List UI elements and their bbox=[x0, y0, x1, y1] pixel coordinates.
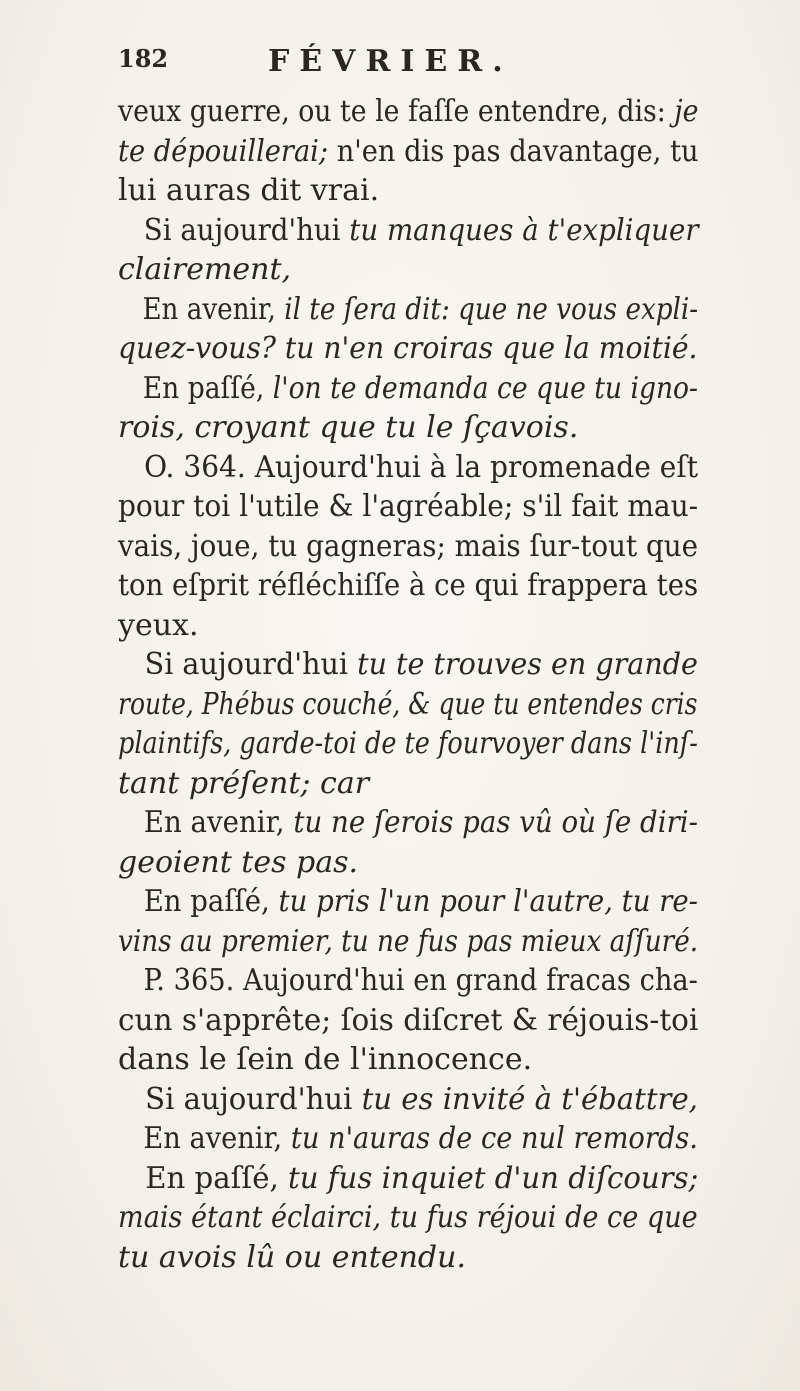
roman-text: lui auras dit vrai. bbox=[118, 173, 380, 208]
roman-text: dans le ſein de l'innocence. bbox=[118, 1042, 533, 1077]
text-line bbox=[118, 685, 698, 725]
roman-text: En paſſé, bbox=[145, 1160, 288, 1196]
roman-text: vais, joue, tu gagneras; mais ſur-tout que bbox=[118, 528, 699, 564]
text-line bbox=[118, 961, 698, 1001]
roman-text: En paſſé, bbox=[143, 884, 279, 919]
text-line bbox=[118, 92, 699, 132]
roman-text: yeux. bbox=[118, 607, 199, 643]
italic-text: tu avois lû ou entendu. bbox=[118, 1239, 466, 1275]
italic-text: tu manques à t'expliquer bbox=[349, 212, 699, 248]
text-line bbox=[118, 843, 698, 883]
italic-text: tu fus inquiet d'un diſcours; bbox=[287, 1160, 699, 1196]
italic-text: tu n'auras de ce nul remords. bbox=[290, 1121, 698, 1156]
roman-text: En avenir, bbox=[142, 291, 285, 327]
roman-text: O. 364. Aujourd'hui à la promenade eſt bbox=[144, 449, 699, 485]
roman-text: En paſſé, bbox=[142, 370, 273, 406]
text-line bbox=[118, 1238, 698, 1278]
italic-text: tu ne ſerois pas vû où ſe diri- bbox=[293, 805, 698, 840]
text-line bbox=[118, 250, 698, 290]
italic-text: rois, croyant que tu le ſçavois. bbox=[118, 410, 579, 445]
text-line bbox=[118, 1001, 699, 1041]
roman-text: veux guerre, ou te le faſſe entendre, dis: bbox=[118, 94, 675, 129]
roman-text: En avenir, bbox=[143, 805, 294, 840]
running-head: FÉVRIER. bbox=[268, 44, 513, 79]
text-line bbox=[118, 1119, 698, 1159]
italic-text: vins au premier, tu ne fus pas mieux aſſuré. bbox=[118, 923, 699, 959]
text-line bbox=[118, 764, 698, 804]
text-line bbox=[118, 1040, 698, 1080]
italic-text: geoient tes pas. bbox=[118, 844, 359, 880]
text-line bbox=[118, 566, 699, 606]
body-text bbox=[118, 92, 698, 1277]
text-line bbox=[118, 487, 699, 527]
text-line bbox=[118, 329, 698, 369]
text-line bbox=[118, 132, 699, 172]
italic-text: l'on te demanda ce que tu igno- bbox=[272, 370, 699, 406]
text-line bbox=[118, 1198, 698, 1238]
text-line bbox=[118, 408, 698, 448]
text-line bbox=[118, 211, 699, 251]
text-line bbox=[118, 369, 699, 409]
italic-text: te dépouillerai; bbox=[118, 133, 329, 169]
page-header bbox=[118, 44, 678, 84]
italic-text: il te ſera dit: que ne vous expli- bbox=[284, 291, 699, 327]
italic-text: clairement, bbox=[118, 252, 292, 287]
italic-text: tu es invité à t'ébattre, bbox=[361, 1081, 698, 1117]
text-line bbox=[118, 724, 698, 764]
text-line bbox=[118, 1080, 698, 1120]
text-line bbox=[118, 290, 699, 330]
roman-text: cun s'apprête; ſois diſcret & réjouis-toi bbox=[118, 1002, 699, 1038]
roman-text: pour toi l'utile & l'agréable; s'il fait mau- bbox=[118, 489, 699, 524]
text-line bbox=[118, 803, 698, 843]
roman-text: P. 365. Aujourd'hui en grand fracas cha- bbox=[143, 963, 698, 998]
text-line bbox=[118, 448, 699, 488]
italic-text: route, Phébus couché, & que tu entendes cris bbox=[118, 686, 698, 722]
text-line bbox=[118, 171, 698, 211]
roman-text: En avenir, bbox=[143, 1121, 291, 1156]
roman-text: Si aujourd'hui bbox=[145, 1081, 362, 1117]
text-line bbox=[118, 882, 698, 922]
italic-text: je bbox=[674, 94, 699, 129]
roman-text: n'en dis pas davantage, tu bbox=[328, 133, 699, 169]
italic-text: plaintifs, garde-toi de te fourvoyer dans l'inſ- bbox=[118, 726, 698, 761]
page-number: 182 bbox=[118, 44, 169, 73]
roman-text: Si aujourd'hui bbox=[143, 212, 350, 248]
text-line bbox=[118, 922, 699, 962]
italic-text: quez-vous? tu n'en croiras que la moitié. bbox=[118, 331, 698, 366]
text-line bbox=[118, 527, 699, 567]
italic-text: tu pris l'un pour l'autre, tu re- bbox=[278, 884, 698, 919]
text-line bbox=[118, 1159, 699, 1199]
italic-text: tu te trouves en grande bbox=[357, 647, 698, 682]
text-line bbox=[118, 606, 698, 646]
roman-text: ton eſprit réfléchiſſe à ce qui frappera tes bbox=[118, 568, 699, 603]
text-line bbox=[118, 645, 698, 685]
roman-text: Si aujourd'hui bbox=[144, 647, 358, 682]
italic-text: tant préſent; car bbox=[118, 765, 370, 801]
italic-text: mais étant éclairci, tu fus réjoui de ce que bbox=[118, 1200, 698, 1235]
